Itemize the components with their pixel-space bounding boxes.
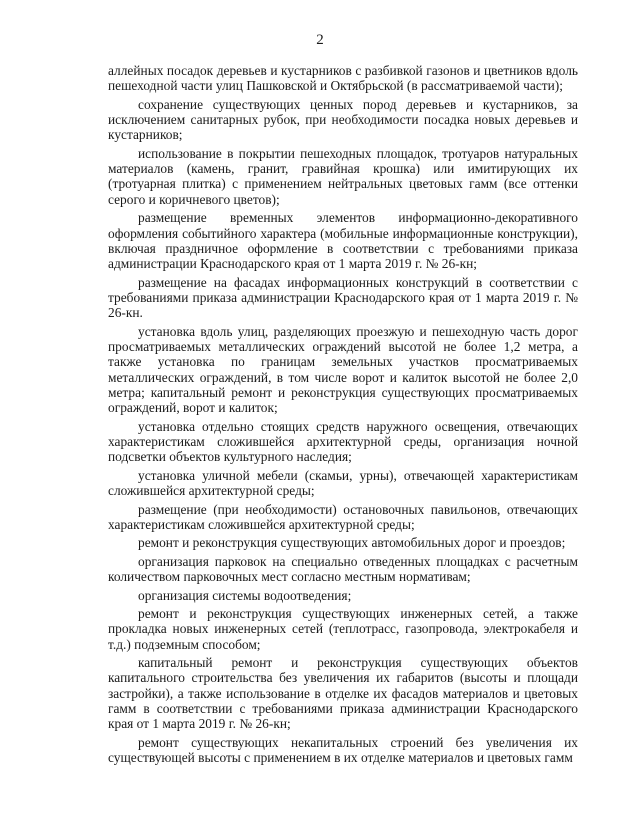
paragraph: размещение (при необходимости) остановочных павильонов, отвечающих характеристикам сложившейся архитектурной среды;	[108, 501, 578, 532]
paragraph: сохранение существующих ценных пород деревьев и кустарников, за исключением санитарных рубок, при необходимости посадка новых деревьев и кустарников;	[108, 96, 578, 143]
paragraph: организация системы водоотведения;	[138, 587, 352, 603]
paragraph: установка уличной мебели (скамьи, урны), отвечающей характеристикам сложившейся архитектурной среды;	[108, 467, 578, 499]
paragraph: размещение на фасадах информационных конструкций в соответствии с требованиями приказа администрации Краснодарского края от 1 марта 2019 г. № 26-кн.	[108, 274, 578, 321]
paragraph: установка отдельно стоящих средств наружного освещения, отвечающих характеристикам сложившейся архитектурной среды, организация ночной подсветки объектов культурного наследия;	[108, 418, 578, 465]
paragraph: размещение временных элементов информационно-декоративного оформления событийного характера (мобильные информационные конструкции), включая праздничное оформление в соответствии с требованиями приказа администрации Краснодарского края от 1 марта 2019 г. № 26-кн;	[108, 210, 578, 272]
paragraph: аллейных посадок деревьев и кустарников с разбивкой газонов и цветников вдоль пешеходной части улиц Пашковской и Октябрьской (в рассматриваемой части);	[108, 63, 578, 94]
paragraph: ремонт и реконструкция существующих инженерных сетей, а также прокладка новых инженерных сетей (теплотрасс, газопровода, электрокабеля и т.д.) подземным способом;	[108, 606, 578, 652]
paragraph: ремонт существующих некапитальных строений без увеличения их существующей высоты с применением в их отделке материалов и цветовых гамм	[108, 734, 578, 766]
page-number: 2	[316, 32, 324, 48]
paragraph: установка вдоль улиц, разделяющих проезжую и пешеходную часть дорог просматриваемых металлических ограждений высотой не более 1,2 метра, а также установка по границам земельных участков просматриваемых металлических ограждений, в том числе ворот и калиток высотой не более 2,0 метра; капитальный ремонт и реконструкция существующих просматриваемых ограждений, ворот и калиток;	[108, 323, 578, 416]
paragraph: организация парковок на специально отведенных площадках с расчетным количеством парковочных мест согласно местным нормативам;	[108, 553, 578, 585]
paragraph: использование в покрытии пешеходных площадок, тротуаров натуральных материалов (камень, гранит, гравийная крошка) или имитирующих их (тротуарная плитка) с применением нейтральных цветовых гамм (все оттенки серого и коричневого цветов);	[108, 145, 578, 207]
document-body	[108, 63, 578, 769]
paragraph: капитальный ремонт и реконструкция существующих объектов капитального строительства без увеличения их габаритов (высоты и площади застройки), а также использование в отделке их фасадов материалов и цветовых гамм в соответствии с требованиями приказа администрации Краснодарского края от 1 марта 2019 г. № 26-кн;	[108, 655, 578, 732]
paragraph: ремонт и реконструкция существующих автомобильных дорог и проездов;	[138, 535, 566, 551]
